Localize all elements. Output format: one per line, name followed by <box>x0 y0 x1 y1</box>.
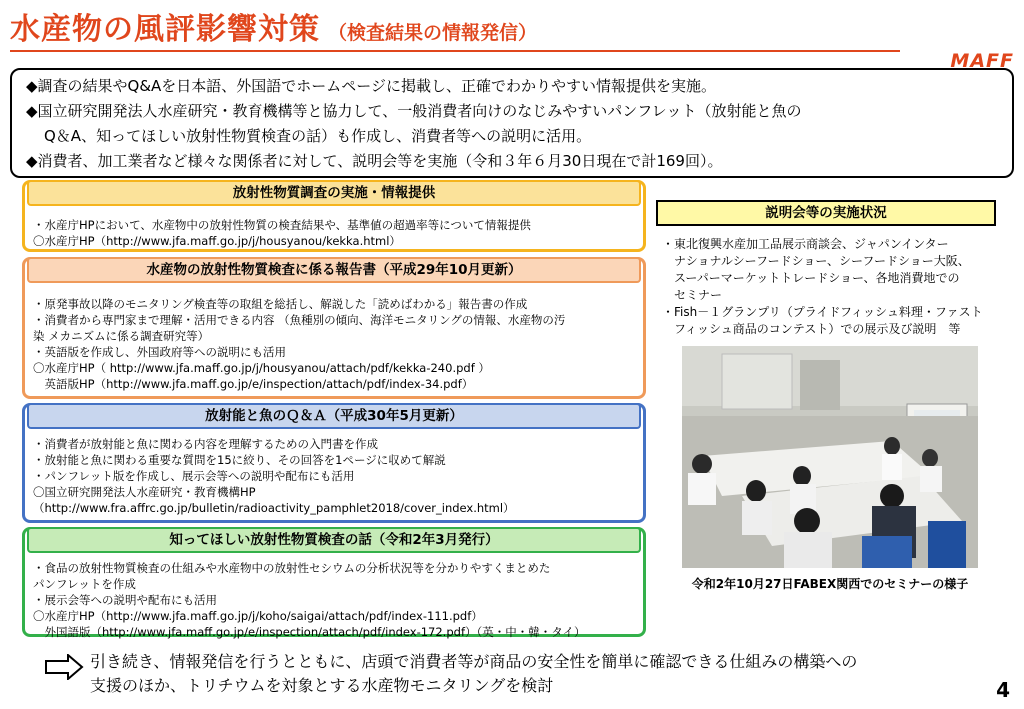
intro-box <box>10 68 1014 178</box>
panel-line: 染 メカニズムに係る調査研究等） <box>33 329 210 343</box>
panel-title: 放射能と魚のＱ＆Ａ（平成30年5月更新） <box>27 403 641 429</box>
panel-line: ・水産庁HPにおいて、水産物中の放射性物質の検査結果や、基準値の超過率等について情報提供 <box>33 218 531 232</box>
briefing-line: セミナー <box>674 288 723 302</box>
panel-title: 放射性物質調査の実施・情報提供 <box>27 180 641 206</box>
panel-report <box>22 257 646 399</box>
panel-line: ・パンフレット版を作成し、展示会等への説明や配布にも活用 <box>33 469 355 483</box>
panel-line: 〇水産庁HP（ http://www.jfa.maff.go.jp/j/housyanou/attach/pdf/kekka-240.pdf ） <box>33 361 490 375</box>
arrow-right-icon <box>44 654 84 680</box>
maff-logo: MAFF <box>950 50 1014 72</box>
panel-body <box>33 436 637 516</box>
footer-line: 支援のほか、トリチウムを対象とする水産物モニタリングを検討 <box>90 676 554 695</box>
panel-line: 〇国立研究開発法人水産研究・教育機構HP <box>33 485 256 499</box>
panel-line: 〇水産庁HP（http://www.jfa.maff.go.jp/j/housyanou/kekka.html） <box>33 234 401 248</box>
seminar-photo-illustration <box>682 346 978 568</box>
page-number: 4 <box>996 678 1010 702</box>
panel-line: ・消費者から専門家まで理解・活用できる内容 （魚種別の傾向、海洋モニタリングの情報、水産物の汚 <box>33 313 566 327</box>
footer-summary <box>90 650 990 698</box>
panel-body <box>33 217 637 249</box>
panel-body <box>33 296 637 392</box>
panel-line: 外国語版（http://www.jfa.maff.go.jp/e/inspection/attach/pdf/index-172.pdf）（英・中・韓・タイ） <box>33 625 586 639</box>
briefing-line: スーパーマーケットトレードショー、各地消費地での <box>674 271 960 285</box>
panel-line: ・原発事故以降のモニタリング検査等の取組を総括し、解説した「読めばわかる」報告書の作成 <box>33 297 528 311</box>
title-main: 水産物の風評影響対策 <box>10 12 320 47</box>
page-title <box>10 4 537 48</box>
panel-title: 知ってほしい放射性物質検査の話（令和2年3月発行） <box>27 527 641 553</box>
title-rule <box>10 50 900 52</box>
footer-line: 引き続き、情報発信を行うとともに、店頭で消費者等が商品の安全性を簡単に確認できる仕組みの構築への <box>90 652 858 671</box>
panel-line: 英語版HP（http://www.jfa.maff.go.jp/e/inspection/attach/pdf/index-34.pdf） <box>33 377 474 391</box>
briefing-line: ・東北復興水産加工品展示商談会、ジャパンインター <box>662 237 949 251</box>
panel-body <box>33 560 637 640</box>
panel-title: 水産物の放射性物質検査に係る報告書（平成29年10月更新） <box>27 257 641 283</box>
intro-line: Q＆A、知ってほしい放射性物質検査の話）も作成し、消費者等への説明に活用。 <box>44 127 592 145</box>
panel-line: ・放射能と魚に関わる重要な質問を15に絞り、その回答を1ページに収めて解説 <box>33 453 446 467</box>
panel-line: ・英語版を作成し、外国政府等への説明にも活用 <box>33 345 286 359</box>
panel-radioactive-survey <box>22 180 646 252</box>
panel-line: 〇水産庁HP（http://www.jfa.maff.go.jp/j/koho/saigai/attach/pdf/index-111.pdf） <box>33 609 483 623</box>
briefing-line: ・Fish－１グランプリ（プライドフィッシュ料理・ファスト <box>662 305 983 319</box>
panel-pamphlet <box>22 527 646 637</box>
intro-line: ◆国立研究開発法人水産研究・教育機構等と協力して、一般消費者向けのなじみやすいパンフレット（放射能と魚の <box>26 102 802 120</box>
panel-line: （http://www.fra.affrc.go.jp/bulletin/radioactivity_pamphlet2018/cover_index.html） <box>33 501 515 515</box>
briefing-line: フィッシュ商品のコンテスト）での展示及び説明 等 <box>674 322 961 336</box>
panel-line: ・消費者が放射能と魚に関わる内容を理解するための入門書を作成 <box>33 437 378 451</box>
briefing-status-list <box>662 236 1002 338</box>
seminar-photo <box>682 346 978 568</box>
panel-line: パンフレットを作成 <box>33 577 136 591</box>
panel-qa <box>22 403 646 523</box>
briefing-line: ナショナルシーフードショー、シーフードショー大阪、 <box>674 254 970 268</box>
briefing-status-title: 説明会等の実施状況 <box>656 200 996 226</box>
intro-line: ◆消費者、加工業者など様々な関係者に対して、説明会等を実施（令和３年６月30日現在で計169回）。 <box>26 152 723 170</box>
intro-line: ◆調査の結果やQ&Aを日本語、外国語でホームページに掲載し、正確でわかりやすい情報提供を実施。 <box>26 77 717 95</box>
panel-line: ・展示会等への説明や配布にも活用 <box>33 593 217 607</box>
photo-caption: 令和2年10月27日FABEX関西でのセミナーの様子 <box>691 577 969 591</box>
panel-line: ・食品の放射性物質検査の仕組みや水産物中の放射性セシウムの分析状況等を分かりやすくまとめた <box>33 561 551 575</box>
title-subtitle: （検査結果の情報発信） <box>328 22 538 44</box>
